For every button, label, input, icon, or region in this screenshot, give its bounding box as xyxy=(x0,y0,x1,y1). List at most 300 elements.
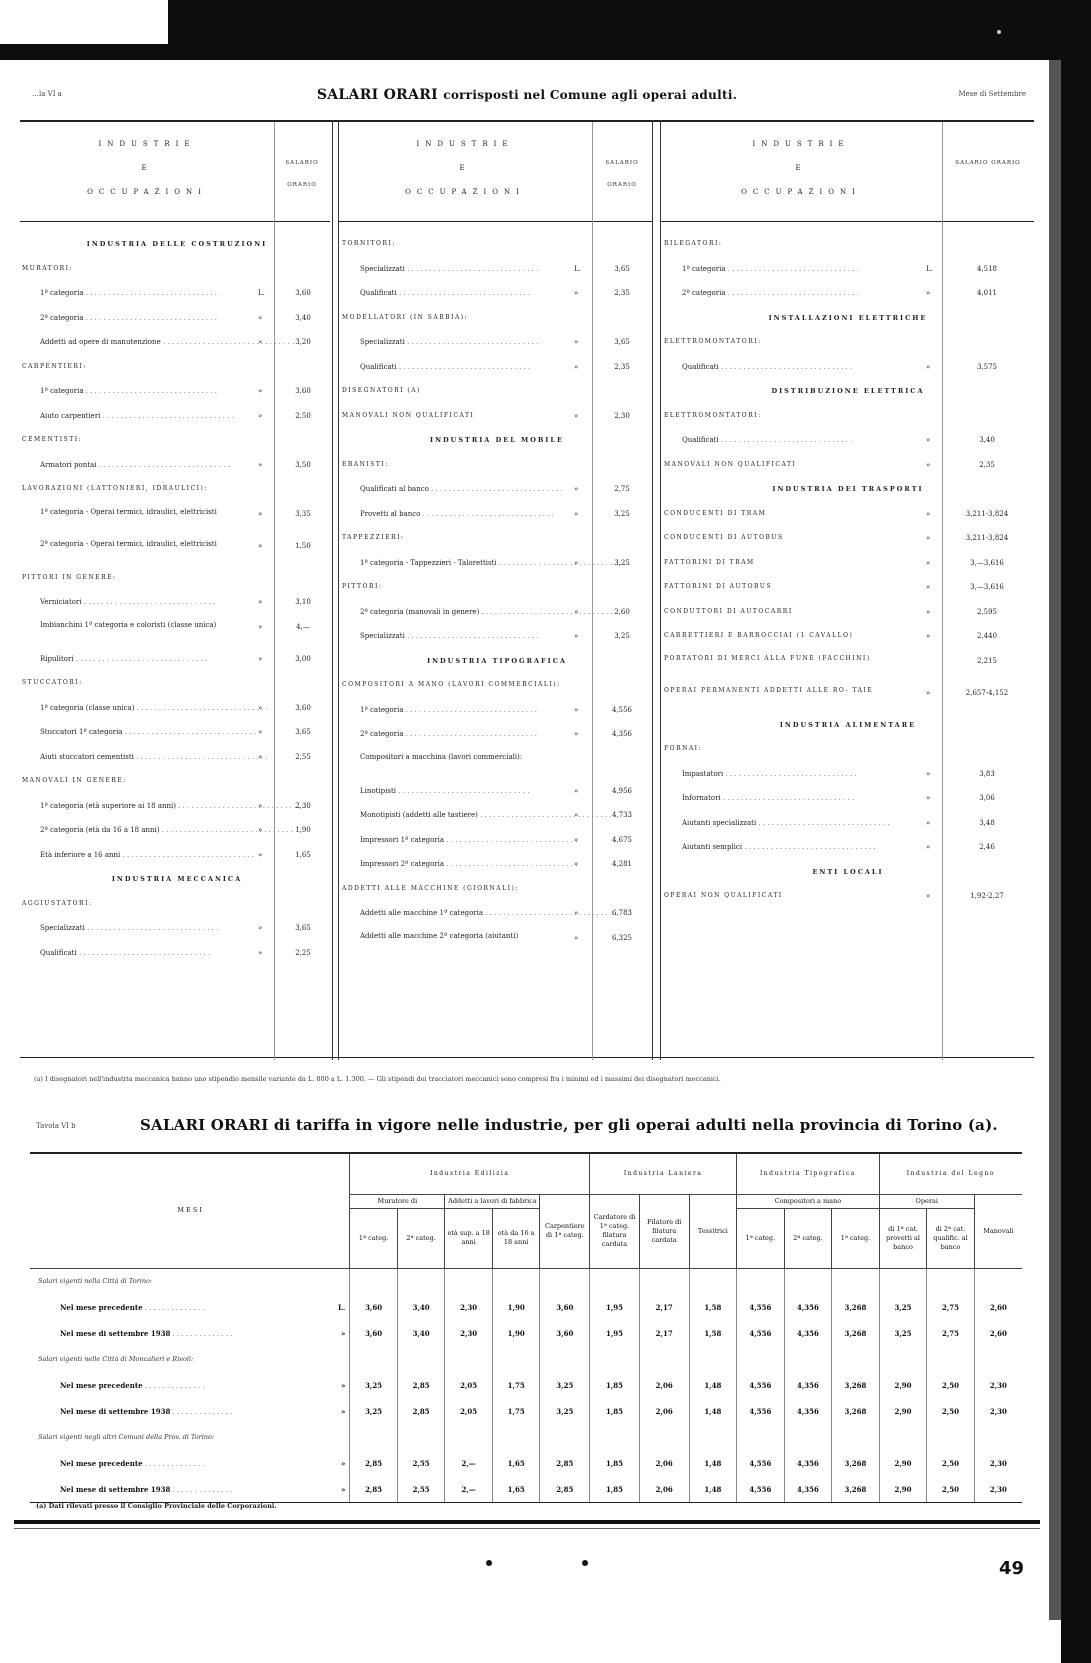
table1 xyxy=(20,120,1034,1058)
col-divider xyxy=(652,122,653,1060)
table-row xyxy=(342,722,652,747)
table-row xyxy=(664,526,1032,551)
table-row xyxy=(664,232,1032,257)
col-header-salario-2: SALARIO ORARIO xyxy=(592,122,652,222)
empty-cell xyxy=(784,1424,832,1450)
row-label: Provetti al banco . . . xyxy=(342,502,554,527)
wage-value: 2,35 xyxy=(614,289,630,297)
wage-cell: 3,268 xyxy=(832,1294,880,1320)
row-label: Qualificati al banco . . . xyxy=(342,477,562,502)
row-label: CARPENTIERI: xyxy=(22,362,87,370)
row-label: 2ª categoria . . . xyxy=(342,722,537,747)
wage-value: 2,50 xyxy=(295,411,311,420)
wage-cell: 3,268 xyxy=(832,1450,880,1476)
table-row xyxy=(342,747,652,779)
wage-cell: 3,25 xyxy=(879,1294,927,1320)
currency-unit: » xyxy=(258,703,263,712)
currency-unit: » xyxy=(574,289,579,297)
wage-cell: 1,85 xyxy=(590,1476,640,1502)
wage-value: 4,956 xyxy=(611,786,633,795)
table-row xyxy=(342,901,652,926)
wage-cell: 3,25 xyxy=(350,1398,398,1424)
table-row xyxy=(342,355,652,380)
group-label: Salari vigenti nelle Città di Moncalieri e Rivoli: xyxy=(38,1355,194,1363)
currency-unit: » xyxy=(926,436,931,444)
currency-unit: » xyxy=(926,583,931,591)
empty-cell xyxy=(974,1268,1022,1294)
empty-cell xyxy=(590,1268,640,1294)
wage-cell: 2,75 xyxy=(927,1294,975,1320)
table-row xyxy=(664,404,1032,429)
table2-footnote: (a) Dati rilevati presso il Consiglio Provinciale delle Corporazioni. xyxy=(36,1502,277,1510)
wage-cell: 2,06 xyxy=(639,1398,689,1424)
wage-cell: 4,356 xyxy=(784,1294,832,1320)
currency-unit: » xyxy=(574,835,579,844)
wage-value: 3,25 xyxy=(614,632,630,640)
wage-value: 2,30 xyxy=(295,801,311,810)
row-label: Nel mese di settembre 1938 xyxy=(60,1484,171,1494)
col-divider xyxy=(338,122,339,1060)
mesi-header: M E S I xyxy=(30,1154,350,1268)
wage-value: 6,325 xyxy=(611,933,633,942)
wage-cell: 2,05 xyxy=(445,1372,493,1398)
filatore-header: Filatore di filatura cardata xyxy=(639,1194,689,1268)
row-label: Specializzati . . . xyxy=(22,916,218,941)
table-row xyxy=(342,379,652,404)
wage-cell: 3,268 xyxy=(832,1320,880,1346)
wage-cell: 2,— xyxy=(445,1450,493,1476)
section-heading xyxy=(342,649,652,674)
currency-unit: » xyxy=(258,387,263,395)
wage-cell: 2,30 xyxy=(445,1320,493,1346)
table-row xyxy=(342,600,652,625)
empty-cell xyxy=(879,1268,927,1294)
leader-dots: . . . . . . . . . . . . . . xyxy=(170,1407,233,1416)
row-label: Armatori pontai . . . xyxy=(22,453,230,478)
scan-speck xyxy=(997,30,1001,34)
currency-unit: » xyxy=(258,509,263,518)
wage-cell: 1,75 xyxy=(492,1398,540,1424)
table-row xyxy=(30,1398,1022,1424)
row-label: Addetti ad opere di manutenzione . . . xyxy=(22,330,254,355)
currency-unit: » xyxy=(574,730,579,738)
currency-unit: » xyxy=(258,654,263,663)
row-label: Nel mese precedente xyxy=(60,1380,143,1390)
wage-cell: 4,356 xyxy=(784,1450,832,1476)
wage-cell: 2,85 xyxy=(397,1398,445,1424)
wage-cell: 4,556 xyxy=(737,1450,785,1476)
row-label: OPERAI NON QUALIFICATI xyxy=(664,892,783,899)
wage-value: 3,25 xyxy=(614,558,630,567)
row-label: TORNITORI: xyxy=(342,240,396,247)
currency-unit: » xyxy=(574,558,579,567)
wage-value: 4,518 xyxy=(976,264,998,273)
wage-cell: 2,85 xyxy=(540,1476,590,1502)
row-label: Impressori 1ª categoria . . . xyxy=(342,828,570,853)
currency-unit: » xyxy=(258,826,263,834)
currency-unit: » xyxy=(340,1406,346,1416)
wage-cell: 1,58 xyxy=(689,1320,737,1346)
wage-cell: 3,268 xyxy=(832,1372,880,1398)
table-row xyxy=(22,355,332,380)
wage-cell: 3,60 xyxy=(540,1320,590,1346)
row-label-cell xyxy=(30,1450,350,1476)
wage-cell: 1,48 xyxy=(689,1372,737,1398)
col-divider xyxy=(660,122,661,1060)
currency-unit: » xyxy=(926,534,931,542)
row-label-cell xyxy=(30,1372,350,1398)
empty-cell xyxy=(445,1424,493,1450)
wage-cell: 1,85 xyxy=(590,1372,640,1398)
wage-cell: 4,556 xyxy=(737,1398,785,1424)
wage-cell: 2,85 xyxy=(350,1450,398,1476)
col-header-salario-3: SALARIO ORARIO xyxy=(942,122,1034,222)
empty-cell xyxy=(350,1268,398,1294)
row-label: CARRETTIERI E BARROCCIAI (1 CAVALLO) xyxy=(664,632,854,639)
table-row xyxy=(342,404,652,429)
table-row xyxy=(22,745,332,770)
wage-cell: 1,58 xyxy=(689,1294,737,1320)
row-label: Specializzati . . . xyxy=(342,257,538,282)
wage-value: 3,—3,616 xyxy=(970,558,1004,567)
bottom-rule-thin xyxy=(14,1528,1040,1529)
scan-dark-band xyxy=(168,0,1091,60)
industry-edilizia-header: Industria Edilizia xyxy=(350,1154,590,1194)
wage-cell: 2,85 xyxy=(350,1476,398,1502)
leaf-header: 1ª categ. xyxy=(737,1208,785,1268)
wage-cell: 2,90 xyxy=(879,1476,927,1502)
empty-cell xyxy=(879,1346,927,1372)
currency-unit: » xyxy=(926,794,931,802)
wage-cell: 2,50 xyxy=(927,1398,975,1424)
row-label: 2ª categoria . . . xyxy=(22,306,217,331)
row-label: Compositori a macchina (lavori commerciali): xyxy=(360,752,523,761)
wage-value: 3,211-3,824 xyxy=(965,509,1009,518)
currency-unit: » xyxy=(574,632,579,640)
wage-value: 1,90 xyxy=(295,826,311,834)
row-label: Età inferiore a 16 anni . . . xyxy=(22,843,254,868)
row-label: Impastatori . . . xyxy=(664,762,857,787)
table-row xyxy=(342,330,652,355)
currency-unit: L. xyxy=(926,264,933,273)
table-row xyxy=(22,720,332,745)
wage-value: 3,—3,616 xyxy=(970,583,1004,591)
row-label: ELETTROMONTATORI: xyxy=(664,411,762,419)
table1-header xyxy=(14,86,1040,106)
currency-unit: » xyxy=(340,1484,346,1494)
manovali-header: Manovali xyxy=(974,1194,1022,1268)
currency-unit: L. xyxy=(574,264,581,273)
table-row xyxy=(342,877,652,902)
table-row xyxy=(342,673,652,698)
currency-unit: » xyxy=(258,460,263,469)
row-label: CEMENTISTI: xyxy=(22,436,83,443)
currency-unit: » xyxy=(258,948,263,957)
wage-value: 3,65 xyxy=(295,728,311,736)
row-label: INSTALLAZIONI ELETTRICHE xyxy=(768,313,928,322)
currency-unit: » xyxy=(926,632,931,640)
leaf-header: età da 16 a 18 anni xyxy=(492,1208,540,1268)
row-label: 1ª categoria . . . xyxy=(22,379,217,404)
row-label: FORNAI: xyxy=(664,745,703,752)
wage-cell: 3,25 xyxy=(540,1372,590,1398)
row-label: CONDUCENTI DI AUTOBUS xyxy=(664,534,784,541)
table-row xyxy=(664,737,1032,762)
industry-laniera-header: Industria Laniera xyxy=(590,1154,737,1194)
group-label: Salari vigenti negli altri Comuni della Prov. di Torino: xyxy=(38,1433,215,1441)
page-number: 49 xyxy=(998,1558,1024,1579)
row-label: MANOVALI IN GENERE: xyxy=(22,777,127,784)
row-label: 1ª categoria - Tappezzieri - Talorettisti . . . xyxy=(342,551,570,576)
section-heading xyxy=(22,867,332,892)
row-label: Nel mese di settembre 1938 xyxy=(60,1406,171,1416)
group-label: Salari vigenti nella Città di Torino: xyxy=(38,1277,153,1286)
row-label-cell xyxy=(30,1476,350,1502)
leader-dots: . . . . . . . . . . . . . . xyxy=(170,1485,233,1494)
table-row xyxy=(22,769,332,794)
table-row xyxy=(342,926,652,958)
wage-value: 2,75 xyxy=(614,485,630,493)
wage-cell: 1,48 xyxy=(689,1450,737,1476)
empty-cell xyxy=(832,1268,880,1294)
empty-cell xyxy=(974,1346,1022,1372)
row-label: Qualificati . . . xyxy=(664,355,852,380)
wage-cell: 2,30 xyxy=(974,1372,1022,1398)
wage-cell: 1,48 xyxy=(689,1398,737,1424)
wage-cell: 2,55 xyxy=(397,1450,445,1476)
wage-cell: 2,90 xyxy=(879,1450,927,1476)
table-row xyxy=(22,404,332,429)
currency-unit: L. xyxy=(337,1302,346,1312)
row-label: Impressori 2ª categoria . . . xyxy=(342,852,570,877)
row-label: Stuccatori 1ª categoria . . . xyxy=(22,720,254,745)
carpentiere-header: Carpentiere di 1ª categ. xyxy=(540,1194,590,1268)
empty-cell xyxy=(445,1346,493,1372)
scan-dark-band-left xyxy=(0,44,168,60)
wage-value: 2,25 xyxy=(295,948,311,957)
table-row xyxy=(22,330,332,355)
empty-cell xyxy=(689,1268,737,1294)
section-heading xyxy=(664,860,1032,885)
row-label: AGGIUSTATORI: xyxy=(22,899,93,907)
table1-title xyxy=(14,87,1040,103)
table-row xyxy=(342,698,652,723)
table-row xyxy=(342,779,652,804)
empty-cell xyxy=(974,1424,1022,1450)
wage-cell: 3,268 xyxy=(832,1398,880,1424)
leaf-header: 2ª categ. xyxy=(784,1208,832,1268)
wage-cell: 1,95 xyxy=(590,1320,640,1346)
col-header-industrie-2: INDUSTRIE E OCCUPAZIONI xyxy=(338,122,592,222)
table-row xyxy=(664,811,1032,836)
empty-cell xyxy=(445,1268,493,1294)
wage-value: 3,60 xyxy=(295,703,311,712)
wage-cell: 2,06 xyxy=(639,1476,689,1502)
wage-value: 2,30 xyxy=(614,411,630,420)
wage-value: 4,281 xyxy=(611,860,633,868)
wage-value: 2,657-4,152 xyxy=(965,688,1009,697)
wage-cell: 2,30 xyxy=(974,1476,1022,1502)
row-label: FATTORINI DI AUTOBUS xyxy=(664,583,773,590)
wage-cell: 3,268 xyxy=(832,1476,880,1502)
wage-value: 3,575 xyxy=(976,362,998,371)
table1-column-2 xyxy=(342,232,652,958)
row-label: CONDUTTORI DI AUTOCARRI xyxy=(664,607,793,615)
table-row xyxy=(342,306,652,331)
currency-unit: » xyxy=(258,622,263,631)
row-label: INDUSTRIA DELLE COSTRUZIONI xyxy=(86,240,268,248)
wage-value: 2,60 xyxy=(614,607,630,616)
scan-border-right xyxy=(1061,0,1091,1663)
currency-unit: » xyxy=(574,607,579,616)
table-row xyxy=(30,1294,1022,1320)
currency-unit: » xyxy=(926,843,931,851)
wage-cell: 3,60 xyxy=(350,1320,398,1346)
wage-value: 3,35 xyxy=(295,509,311,518)
wage-cell: 2,90 xyxy=(879,1398,927,1424)
currency-unit: » xyxy=(258,411,263,420)
table-row xyxy=(664,600,1032,625)
wage-value: 4,— xyxy=(296,622,310,631)
wage-cell: 2,30 xyxy=(445,1294,493,1320)
empty-cell xyxy=(737,1424,785,1450)
wage-cell: 2,17 xyxy=(639,1320,689,1346)
currency-unit: » xyxy=(574,705,579,714)
wage-value: 3,65 xyxy=(614,338,630,346)
table-row xyxy=(664,624,1032,649)
wage-cell: 2,05 xyxy=(445,1398,493,1424)
row-label: Monotipisti (addetti alle tastiere) . . . xyxy=(342,803,570,828)
wage-cell: 2,55 xyxy=(397,1476,445,1502)
row-label: PORTATORI DI MERCI ALLA FUNE (FACCHINI) xyxy=(664,654,871,662)
row-label: Nel mese di settembre 1938 xyxy=(60,1328,171,1338)
empty-cell xyxy=(737,1346,785,1372)
currency-unit: » xyxy=(574,411,579,420)
empty-cell xyxy=(737,1268,785,1294)
row-label: Ripulitori . . . xyxy=(22,647,207,672)
bottom-rule xyxy=(14,1520,1040,1524)
table-row xyxy=(30,1320,1022,1346)
row-label-cell xyxy=(30,1398,350,1424)
row-label: MURATORI: xyxy=(22,264,74,272)
wage-cell: 4,556 xyxy=(737,1320,785,1346)
empty-cell xyxy=(350,1346,398,1372)
currency-unit: » xyxy=(926,460,931,469)
table-row xyxy=(22,257,332,282)
row-label: 2ª categoria - Operai termici, idraulici, elettricisti xyxy=(40,539,217,548)
table-row xyxy=(22,916,332,941)
empty-cell xyxy=(832,1346,880,1372)
row-label: Aiuto carpentieri . . . xyxy=(22,404,234,429)
wage-cell: 2,90 xyxy=(879,1372,927,1398)
section-heading xyxy=(22,232,332,257)
wage-cell: 3,40 xyxy=(397,1294,445,1320)
row-label: RILEGATORI: xyxy=(664,240,723,247)
row-label: Aiutanti specializzati . . . xyxy=(664,811,890,836)
wage-cell: 1,65 xyxy=(492,1476,540,1502)
leader-dots: . . . . . . . . . . . . . . xyxy=(142,1303,205,1312)
wage-cell: 4,356 xyxy=(784,1372,832,1398)
table-row xyxy=(22,843,332,868)
table-row xyxy=(342,526,652,551)
row-label-cell xyxy=(30,1294,350,1320)
ornament-dot xyxy=(582,1560,588,1566)
table-row xyxy=(342,828,652,853)
table-row xyxy=(22,671,332,696)
industry-legno-header: Industria del Legno xyxy=(879,1154,1022,1194)
wage-value: 4,356 xyxy=(611,730,633,738)
table-row xyxy=(664,551,1032,576)
wage-cell: 2,17 xyxy=(639,1294,689,1320)
empty-cell xyxy=(784,1268,832,1294)
wage-value: 3,25 xyxy=(614,509,630,518)
wage-cell: 2,30 xyxy=(974,1450,1022,1476)
ornament-dot xyxy=(486,1560,492,1566)
table-row xyxy=(22,477,332,502)
row-label: Nel mese precedente xyxy=(60,1458,143,1468)
row-label: Aiutanti semplici . . . xyxy=(664,835,876,860)
wage-value: 3,40 xyxy=(295,313,311,322)
wage-cell: 1,48 xyxy=(689,1476,737,1502)
table-row xyxy=(22,306,332,331)
wage-value: 3,60 xyxy=(295,289,311,297)
table-row xyxy=(22,794,332,819)
currency-unit: » xyxy=(340,1380,346,1390)
table2 xyxy=(30,1152,1022,1503)
row-label: 1ª categoria (età superiore ai 18 anni) . . . xyxy=(22,794,254,819)
table-row xyxy=(664,355,1032,380)
row-label: 1ª categoria . . . xyxy=(22,281,217,306)
wage-cell: 2,06 xyxy=(639,1450,689,1476)
empty-cell xyxy=(492,1268,540,1294)
wage-cell: 2,50 xyxy=(927,1372,975,1398)
table-row xyxy=(22,892,332,917)
row-label: INDUSTRIA DEI TRASPORTI xyxy=(772,485,924,493)
table2-grid xyxy=(30,1154,1022,1502)
table-row xyxy=(664,835,1032,860)
currency-unit: » xyxy=(258,850,263,859)
currency-unit: » xyxy=(574,786,579,795)
row-label: INDUSTRIA ALIMENTARE xyxy=(779,720,917,729)
empty-cell xyxy=(689,1424,737,1450)
leaf-header: di 1ª cat. provetti al banco xyxy=(879,1208,927,1268)
group-row xyxy=(30,1424,1022,1450)
wage-cell: 2,50 xyxy=(927,1450,975,1476)
table-row xyxy=(22,453,332,478)
table-row xyxy=(22,615,332,647)
empty-cell xyxy=(689,1346,737,1372)
table-row xyxy=(664,884,1032,909)
wage-value: 4,675 xyxy=(611,835,633,844)
table-row xyxy=(664,428,1032,453)
empty-cell xyxy=(397,1346,445,1372)
table-row xyxy=(664,502,1032,527)
table-row xyxy=(342,502,652,527)
table-row xyxy=(22,647,332,672)
table-row xyxy=(22,379,332,404)
wage-value: 4,011 xyxy=(976,289,998,297)
wage-cell: 1,90 xyxy=(492,1320,540,1346)
tessitrici-header: Tessitrici xyxy=(689,1194,737,1268)
empty-cell xyxy=(397,1268,445,1294)
wage-value: 2,215 xyxy=(976,656,998,665)
row-label-cell xyxy=(30,1320,350,1346)
empty-cell xyxy=(540,1346,590,1372)
table1-month: Mese di Settembre xyxy=(958,90,1026,98)
currency-unit: » xyxy=(926,607,931,616)
row-label: COMPOSITORI A MANO (LAVORI COMMERCIALI): xyxy=(342,681,561,688)
currency-unit: » xyxy=(926,509,931,518)
